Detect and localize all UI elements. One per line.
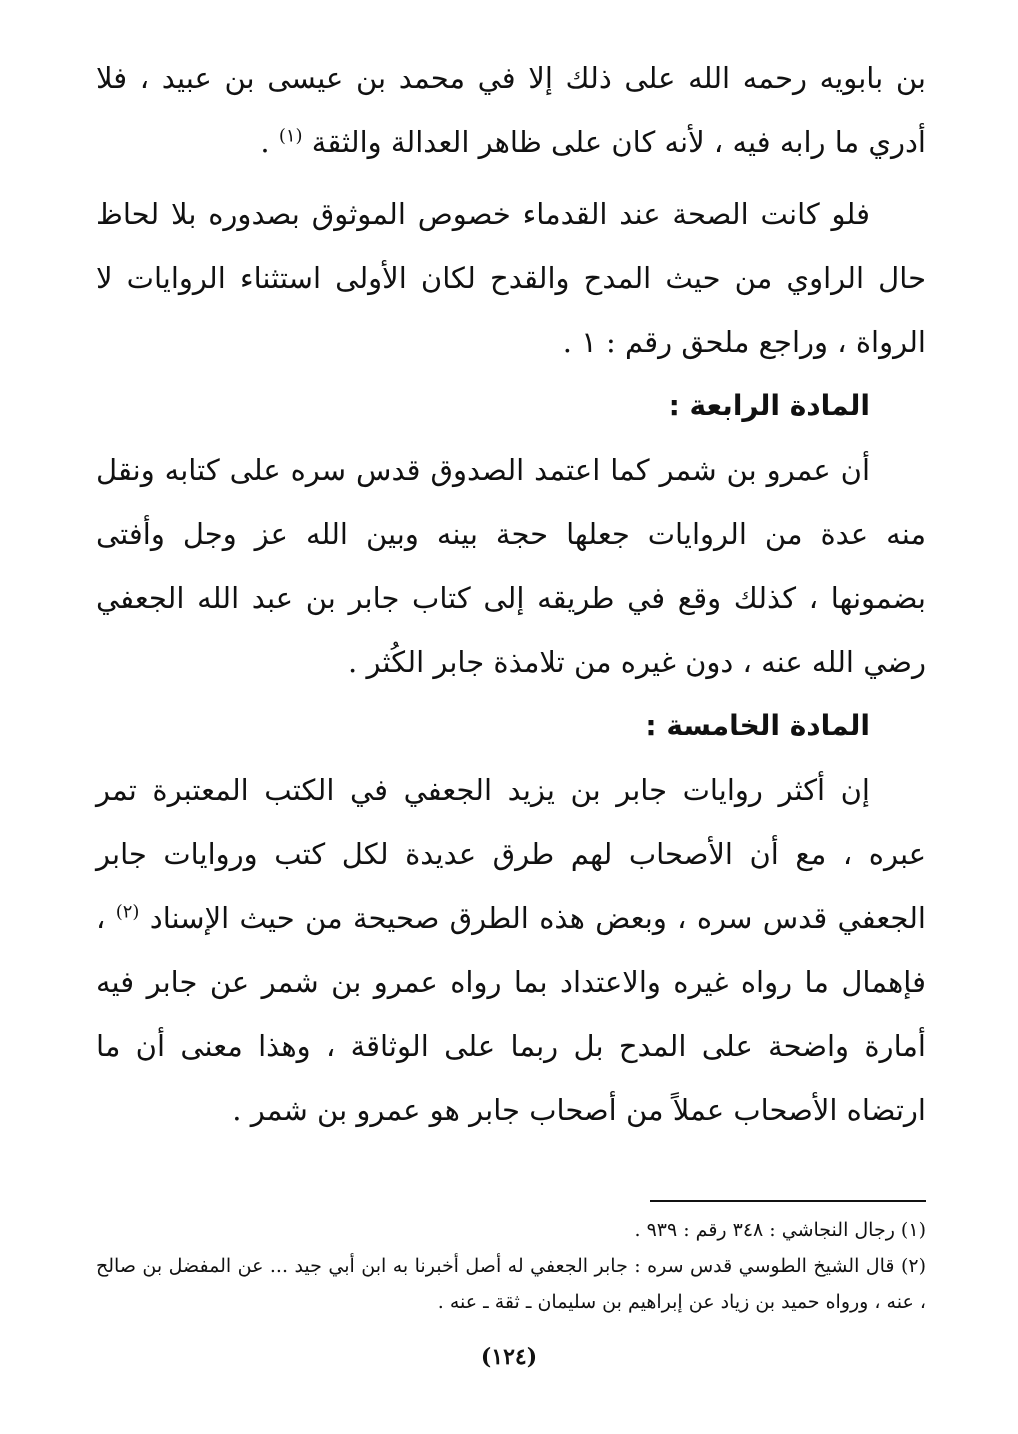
- paragraph-text-cont: ، فإهمال ما رواه غيره والاعتداد بما رواه عمرو بن شمر عن جابر فيه أمارة واضحة على المدح بل ربما على الوثاقة ، وهذا معنى أن ما ارتضاه الأصحاب عملاً من أصحاب جابر هو عمرو بن شمر .: [96, 901, 926, 1127]
- footnote-ref: (١): [278, 125, 303, 147]
- paragraph-continuation: [96, 46, 926, 174]
- footnote: (١) رجال النجاشي : ٣٤٨ رقم : ٩٣٩ .: [634, 1219, 926, 1241]
- paragraph: [96, 758, 926, 1142]
- paragraph: [96, 182, 926, 374]
- footnote-ref: (٢): [115, 901, 140, 923]
- paragraph-end: .: [260, 125, 279, 159]
- paragraph-text: بن بابويه رحمه الله على ذلك إلا في محمد بن عيسى بن عبيد ، فلا أدري ما رابه فيه ، لأنه كان على ظاهر العدالة والثقة: [96, 61, 926, 159]
- paragraph-text: إن أكثر روايات جابر بن يزيد الجعفي في الكتب المعتبرة تمر عبره ، مع أن الأصحاب لهم طرق عديدة لكل كتب وروايات جابر الجعفي قدس سره ، وبعض هذه الطرق صحيحة من حيث الإسناد: [96, 773, 927, 935]
- paragraph-text: فلو كانت الصحة عند القدماء خصوص الموثوق بصدوره بلا لحاظ حال الراوي من حيث المدح والقدح لكان الأولى استثناء الروايات لا الرواة ، وراجع ملحق رقم : ١ .: [96, 197, 926, 359]
- paragraph-text: أن عمرو بن شمر كما اعتمد الصدوق قدس سره على كتابه ونقل منه عدة من الروايات جعلها حجة بينه وبين الله عز وجل وأفتى بضمونها ، كذلك وقع في طريقه إلى كتاب جابر بن عبد الله الجعفي رضي الله عنه ، دون غيره من تلامذة جابر الكُثر .: [96, 453, 926, 679]
- footnote: (٢) قال الشيخ الطوسي قدس سره : جابر الجعفي له أصل أخبرنا به ابن أبي جيد ... عن المفضل بن صالح ، عنه ، ورواه حميد بن زياد عن إبراهيم بن سليمان ـ ثقة ـ عنه .: [96, 1255, 926, 1313]
- footnotes: [96, 1212, 926, 1320]
- section-heading-5: المادة الخامسة :: [645, 709, 870, 742]
- footnote-divider: [650, 1200, 926, 1202]
- page-number: (١٢٤): [480, 1344, 538, 1370]
- page: [96, 46, 926, 1406]
- section-heading-4: المادة الرابعة :: [668, 389, 870, 422]
- paragraph: [96, 438, 926, 694]
